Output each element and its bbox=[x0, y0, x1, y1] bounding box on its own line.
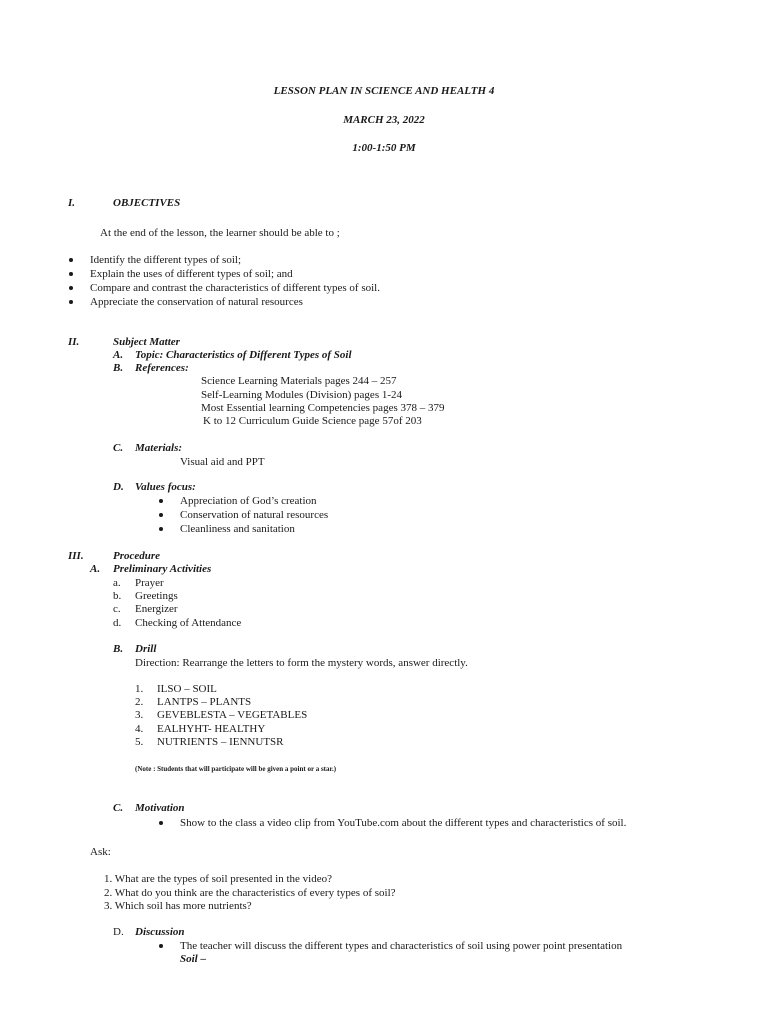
motivation-letter: C. bbox=[113, 802, 124, 814]
list-item: Cleanliness and sanitation bbox=[180, 523, 295, 535]
reference-item: K to 12 Curriculum Guide Science page 57of 203 bbox=[203, 415, 422, 427]
discussion-item: The teacher will discuss the different types and characteristics of soil using power point presentation bbox=[180, 940, 623, 952]
materials-label: Materials: bbox=[135, 442, 183, 454]
bullet-icon bbox=[159, 527, 163, 531]
drill-note: (Note : Students that will participate will be given a point or a star.) bbox=[135, 765, 337, 773]
bullet-icon bbox=[69, 258, 73, 262]
section-numeral-subject-matter: II. bbox=[68, 336, 80, 348]
materials-letter: C. bbox=[113, 442, 124, 454]
document-title: LESSON PLAN IN SCIENCE AND HEALTH 4 bbox=[273, 85, 495, 97]
bullet-icon bbox=[69, 286, 73, 290]
list-item: GEVEBLESTA – VEGETABLES bbox=[157, 709, 308, 721]
ask-label: Ask: bbox=[90, 846, 111, 858]
topic-text: Topic: Characteristics of Different Types of Soil bbox=[135, 349, 352, 361]
bullet-icon bbox=[159, 499, 163, 503]
discussion-label: Discussion bbox=[135, 926, 185, 938]
list-marker: c. bbox=[113, 603, 121, 615]
bullet-icon bbox=[159, 944, 163, 948]
materials-text: Visual aid and PPT bbox=[180, 456, 265, 468]
reference-item: Most Essential learning Competencies pages 378 – 379 bbox=[201, 402, 445, 414]
list-item: Conservation of natural resources bbox=[180, 509, 329, 521]
list-item: Appreciation of God’s creation bbox=[180, 495, 317, 507]
list-marker: 5. bbox=[135, 736, 144, 748]
list-marker: d. bbox=[113, 617, 122, 629]
list-item: 3. Which soil has more nutrients? bbox=[104, 900, 252, 912]
section-numeral-procedure: III. bbox=[68, 550, 84, 562]
drill-label: Drill bbox=[135, 643, 157, 655]
topic-letter: A. bbox=[113, 349, 124, 361]
section-heading-procedure: Procedure bbox=[113, 550, 161, 562]
objectives-intro: At the end of the lesson, the learner should be able to ; bbox=[100, 227, 340, 239]
values-letter: D. bbox=[113, 481, 124, 493]
bullet-icon bbox=[159, 513, 163, 517]
list-marker: b. bbox=[113, 590, 122, 602]
motivation-label: Motivation bbox=[135, 802, 185, 814]
reference-item: Self-Learning Modules (Division) pages 1-24 bbox=[201, 389, 403, 401]
preliminary-label: Preliminary Activities bbox=[113, 563, 212, 575]
section-numeral-objectives: I. bbox=[68, 197, 76, 209]
list-item: 2. What do you think are the characteristics of every types of soil? bbox=[104, 887, 396, 899]
references-letter: B. bbox=[113, 362, 124, 374]
section-heading-subject-matter: Subject Matter bbox=[113, 336, 180, 348]
list-item: Appreciate the conservation of natural resources bbox=[90, 296, 303, 308]
bullet-icon bbox=[159, 821, 163, 825]
list-item: Prayer bbox=[135, 577, 164, 589]
list-marker: 4. bbox=[135, 723, 144, 735]
drill-letter: B. bbox=[113, 643, 124, 655]
soil-label: Soil – bbox=[180, 953, 206, 965]
references-label: References: bbox=[135, 362, 189, 374]
list-item: Compare and contrast the characteristics of different types of soil. bbox=[90, 282, 380, 294]
list-item: Checking of Attendance bbox=[135, 617, 242, 629]
list-item: NUTRIENTS – IENNUTSR bbox=[157, 736, 284, 748]
bullet-icon bbox=[69, 272, 73, 276]
section-heading-objectives: OBJECTIVES bbox=[113, 197, 181, 209]
list-item: Identify the different types of soil; bbox=[90, 254, 242, 266]
list-item: Explain the uses of different types of soil; and bbox=[90, 268, 293, 280]
motivation-item: Show to the class a video clip from YouTube.com about the different types and characteristics of soil. bbox=[180, 817, 627, 829]
list-item: Greetings bbox=[135, 590, 178, 602]
bullet-icon bbox=[69, 300, 73, 304]
document-date: MARCH 23, 2022 bbox=[343, 114, 425, 126]
document-time: 1:00-1:50 PM bbox=[352, 142, 416, 154]
list-item: ILSO – SOIL bbox=[157, 683, 217, 695]
reference-item: Science Learning Materials pages 244 – 257 bbox=[201, 375, 397, 387]
list-marker: 3. bbox=[135, 709, 144, 721]
list-marker: a. bbox=[113, 577, 121, 589]
list-marker: 1. bbox=[135, 683, 144, 695]
list-item: 1. What are the types of soil presented in the video? bbox=[104, 873, 332, 885]
list-item: Energizer bbox=[135, 603, 178, 615]
list-item: EALHYHT- HEALTHY bbox=[157, 723, 266, 735]
values-label: Values focus: bbox=[135, 481, 196, 493]
preliminary-letter: A. bbox=[90, 563, 101, 575]
discussion-letter: D. bbox=[113, 926, 124, 938]
list-item: LANTPS – PLANTS bbox=[157, 696, 252, 708]
list-marker: 2. bbox=[135, 696, 144, 708]
drill-direction: Direction: Rearrange the letters to form the mystery words, answer directly. bbox=[135, 657, 468, 669]
